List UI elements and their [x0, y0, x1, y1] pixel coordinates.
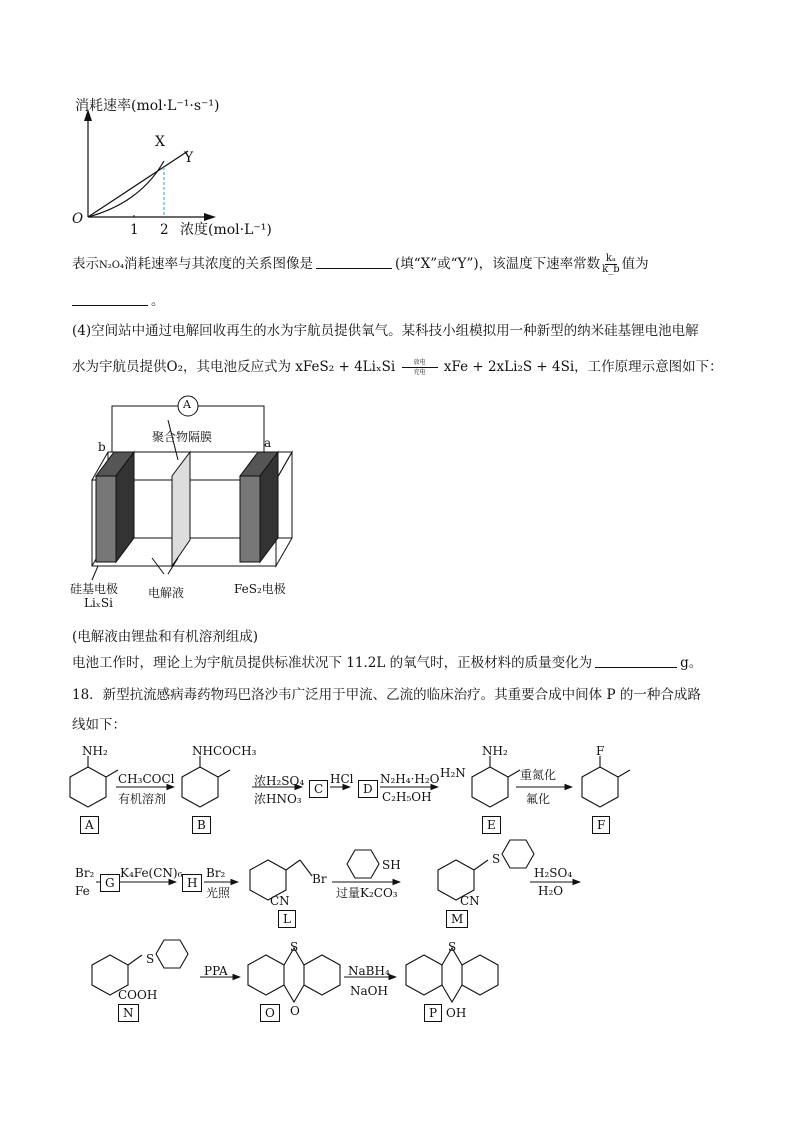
ring-P-left: [406, 955, 442, 995]
q3-answer-blank-2[interactable]: [72, 293, 148, 306]
step10-top: H₂SO₄: [534, 866, 573, 880]
x-axis-arrow: [204, 213, 216, 221]
label-P: P: [424, 1004, 442, 1022]
q18-line2: 线如下：: [72, 717, 126, 733]
q3-species: N₂O₄: [99, 260, 124, 271]
reaction-left: xFeS₂ + 4LiₓSi: [295, 359, 396, 375]
F-fluoro: F: [596, 744, 605, 758]
ring-O-left: [248, 955, 284, 995]
curve-x-label: X: [155, 134, 165, 150]
ring-B: [182, 767, 218, 807]
q18-line1: 18．新型抗流感病毒药物玛巴洛沙韦广泛用于甲流、乙流的临床治疗。其重要合成中间体 P 的一种合成路: [72, 687, 701, 703]
q3-text-b: 消耗速率与其浓度的关系图像是: [123, 256, 313, 272]
label-M: M: [446, 910, 468, 928]
label-B: B: [192, 816, 211, 834]
step4-bottom: C₂H₅OH: [382, 790, 432, 804]
label-O: O: [260, 1004, 280, 1022]
left-electrode-front: [96, 476, 116, 562]
q4-line2: [72, 358, 723, 376]
q3-answer-blank-1[interactable]: [316, 256, 392, 269]
methyl-A: [106, 770, 118, 777]
ring-M-phenyl: [502, 840, 534, 868]
y-axis-label: 消耗速率(mol·L⁻¹·s⁻¹): [75, 98, 220, 114]
P-S: S: [448, 940, 457, 954]
membrane-label: 聚合物隔膜: [152, 430, 213, 444]
row2-reagent-bottom: Fe: [75, 884, 90, 898]
right-electrode-front: [240, 476, 260, 562]
ring-N-phenyl: [156, 940, 188, 968]
reaction-right: xFe + 2xLi₂S + 4Si: [443, 359, 575, 375]
step2-bottom: 浓HNO₃: [254, 792, 302, 806]
o-bridge-bottom: [284, 985, 304, 1002]
O-carbonyl: O: [290, 1004, 300, 1018]
ring-F: [582, 767, 618, 807]
step8-bottom: 光照: [206, 886, 231, 900]
methyl-B: [218, 770, 230, 777]
electrolyte-label: 电解液: [148, 586, 185, 600]
label-D: D: [358, 780, 378, 798]
q3-text-d: 值为: [621, 256, 649, 272]
terminal-a-label: a: [264, 436, 272, 450]
label-H: H: [182, 874, 202, 892]
label-A: A: [80, 816, 99, 834]
step10-bottom: H₂O: [538, 884, 564, 898]
reaction-arrow: [402, 359, 438, 376]
ratio-numerator: kₐ: [605, 253, 616, 264]
label-C: C: [309, 780, 328, 798]
step12-bottom: NaOH: [350, 984, 388, 998]
N-S: S: [146, 952, 155, 966]
q4-text-b: ，工作原理示意图如下：: [574, 359, 723, 375]
step5-bottom: 氟化: [526, 792, 551, 806]
q4-question: [72, 654, 702, 672]
q4-question-text: 电池工作时，理论上为宇航员提供标准状况下 11.2L 的氧气时，正极材料的质量变化为: [72, 655, 593, 671]
tick-label-1: 1: [130, 222, 139, 238]
N-COOH: COOH: [118, 988, 158, 1002]
ring-A: [70, 767, 106, 807]
label-L: L: [278, 910, 296, 928]
arrow-bottom-label: 充电: [413, 369, 426, 376]
label-F: F: [592, 816, 610, 834]
step12-top: NaBH₄: [348, 964, 390, 978]
battery-diagram: [68, 390, 308, 620]
curve-y-label: Y: [184, 150, 194, 166]
row2-reagent-top: Br₂: [75, 866, 95, 880]
q4-question-unit: g。: [680, 655, 703, 671]
tick-label-2: 2: [160, 222, 169, 238]
label-E: E: [482, 816, 501, 834]
arrow-top-label: 放电: [413, 359, 426, 366]
q4-answer-blank[interactable]: [595, 655, 677, 668]
q3-line1: [72, 254, 649, 275]
q4-line1: (4)空间站中通过电解回收再生的水为宇航员提供氧气。某科技小组模拟用一种新型的纳米硅基锂电池电解: [72, 323, 699, 339]
label-N: N: [118, 1004, 139, 1022]
methyl-F: [618, 770, 630, 777]
equilibrium-arrow: [402, 367, 438, 368]
M-S: S: [492, 852, 501, 866]
step3-reagent: HCl: [330, 772, 354, 786]
rate-graph: [60, 95, 300, 245]
step8-top: Br₂: [206, 866, 226, 880]
ring-E: [472, 767, 508, 807]
bond-L-Br: [300, 860, 312, 876]
q3-line2: [72, 292, 165, 310]
origin-label: O: [72, 211, 84, 227]
ch2-N: [128, 955, 142, 965]
step9-bottom: 过量K₂CO₃: [336, 886, 398, 900]
ratio-denominator: k_b: [602, 264, 620, 275]
L-CN: CN: [270, 894, 290, 908]
ammeter-label: A: [183, 398, 191, 411]
terminal-b-label: b: [98, 440, 106, 454]
x-axis-label: 浓度(mol·L⁻¹): [180, 222, 272, 238]
L-Br: Br: [312, 872, 327, 886]
ch2-M: [474, 860, 488, 870]
A-NH2: NH₂: [82, 744, 108, 758]
E-H2N: H₂N: [440, 766, 466, 780]
ch2-L: [286, 860, 300, 870]
rate-constant-ratio: [602, 254, 619, 275]
O-S: S: [290, 940, 299, 954]
step7-reagent: K₄Fe(CN)₆: [120, 866, 183, 880]
curve-y-line: [88, 151, 188, 217]
P-OH: OH: [446, 1006, 467, 1020]
step5-top: 重氮化: [520, 768, 557, 782]
curve-x-line: [88, 161, 164, 217]
step11-reagent: PPA: [204, 964, 228, 978]
label-G: G: [100, 874, 120, 892]
q3-period: 。: [151, 293, 165, 309]
right-electrode-label: FeS₂电极: [234, 582, 286, 596]
left-electrode-formula: LiₓSi: [84, 596, 113, 610]
ring-P-right: [462, 955, 498, 995]
B-substituent: NHCOCH₃: [192, 744, 257, 758]
thiophenol-SH: SH: [382, 858, 401, 872]
ring-O-right: [304, 955, 340, 995]
q3-text-c: (填“X”或“Y”)，该温度下速率常数: [394, 256, 601, 272]
methyl-E: [508, 770, 520, 777]
electrolyte-note: (电解液由锂盐和有机溶剂组成): [72, 629, 259, 645]
polymer-membrane: [172, 452, 190, 566]
step1-solvent: 有机溶剂: [118, 792, 167, 806]
q3-text-a: 表示: [72, 256, 99, 272]
step4-top: N₂H₄·H₂O: [380, 772, 440, 786]
p-bridge-bottom: [442, 985, 462, 1002]
ring-thiophenol: [347, 850, 379, 878]
left-electrode-label: 硅基电极: [70, 582, 119, 596]
q4-text-a: 水为宇航员提供O₂，其电池反应式为: [72, 359, 291, 375]
step2-top: 浓H₂SO₄: [254, 774, 305, 788]
E-NH2: NH₂: [482, 744, 508, 758]
left-electrode-leader: [92, 566, 98, 580]
M-CN: CN: [460, 894, 480, 908]
step1-reagent: CH₃COCl: [118, 772, 175, 786]
